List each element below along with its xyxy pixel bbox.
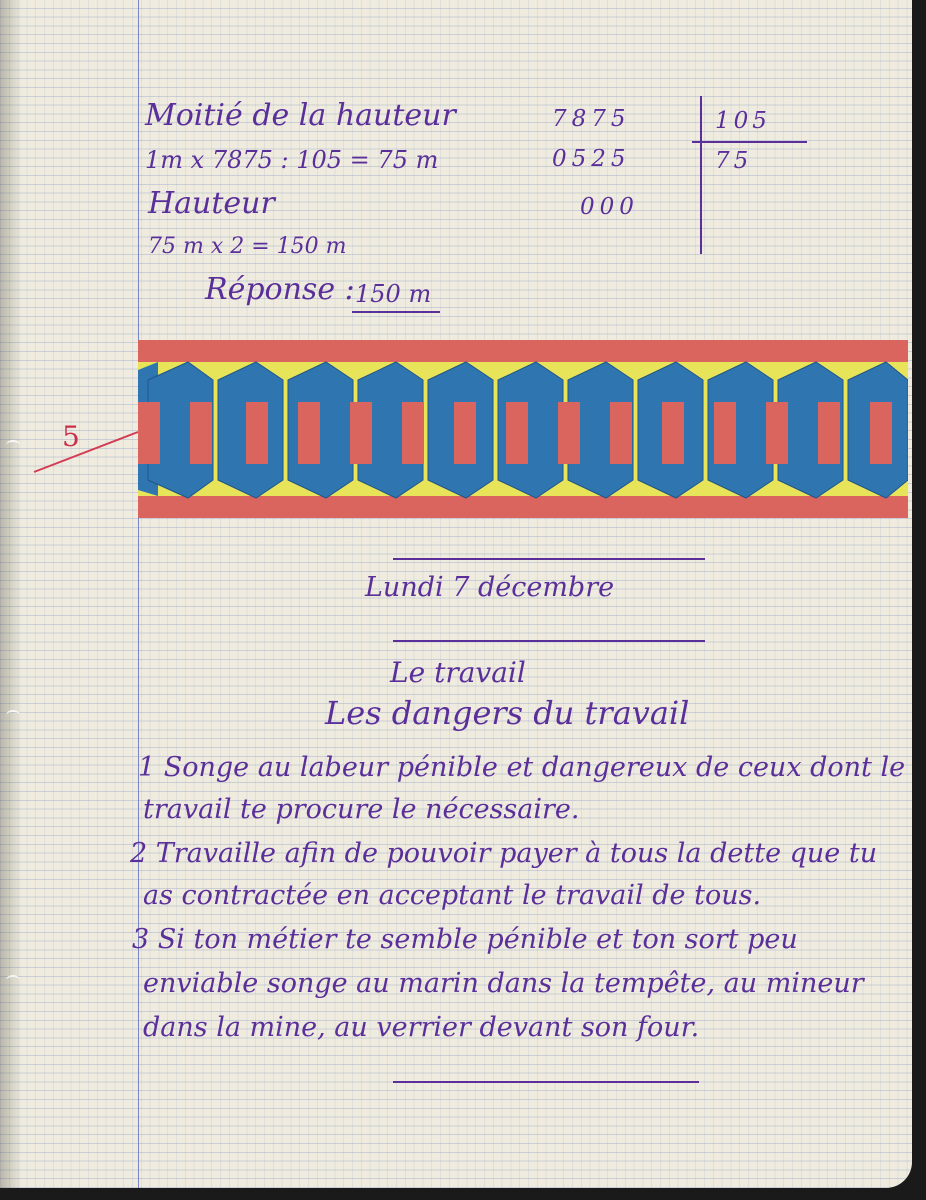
math-line-3: Hauteur xyxy=(148,186,275,221)
math-line-1: Moitié de la hauteur xyxy=(145,98,456,133)
paragraph-line: travail te procure le nécessaire. xyxy=(143,794,580,825)
binding-stitch xyxy=(6,440,20,450)
math-line-2: 1m x 7875 : 105 = 75 m xyxy=(145,146,439,174)
margin-grade: 5 xyxy=(62,420,80,453)
paragraph-line: 2 Travaille afin de pouvoir payer à tous la dette que tu xyxy=(130,838,878,869)
paragraph-line: as contractée en acceptant le travail de tous. xyxy=(143,880,762,911)
division-vertical-bar xyxy=(700,96,702,254)
decorative-frieze xyxy=(138,340,908,518)
date-rule-top xyxy=(393,558,705,560)
division-horizontal-bar xyxy=(692,141,807,143)
answer-value: 150 m xyxy=(355,280,432,308)
date-heading: Lundi 7 décembre xyxy=(365,572,615,603)
math-line-4: 75 m x 2 = 150 m xyxy=(148,234,347,259)
binding-stitch xyxy=(6,710,20,720)
binding-stitch xyxy=(6,975,20,985)
division-final-remainder: 000 xyxy=(580,194,639,220)
answer-underline xyxy=(352,311,440,313)
paragraph-line: dans la mine, au verrier devant son four. xyxy=(143,1012,700,1043)
division-remainder: 0525 xyxy=(552,146,631,172)
grade-stroke xyxy=(30,428,142,478)
date-rule-bottom xyxy=(393,640,705,642)
division-quotient: 75 xyxy=(715,148,753,174)
answer-label: Réponse : xyxy=(205,272,355,307)
closing-rule xyxy=(393,1081,699,1083)
page-binding-shadow xyxy=(0,0,22,1188)
paragraph-line: enviable songe au marin dans la tempête, au mineur xyxy=(143,968,864,999)
lesson-subject: Le travail xyxy=(390,656,526,689)
paragraph-line: 3 Si ton métier te semble pénible et ton sort peu xyxy=(132,924,798,955)
division-dividend: 7875 xyxy=(552,106,631,132)
paragraph-line: 1 Songe au labeur pénible et dangereux de ceux dont le xyxy=(138,752,906,783)
lesson-title: Les dangers du travail xyxy=(325,694,690,732)
margin-line xyxy=(138,0,139,1188)
division-divisor: 105 xyxy=(715,108,771,134)
